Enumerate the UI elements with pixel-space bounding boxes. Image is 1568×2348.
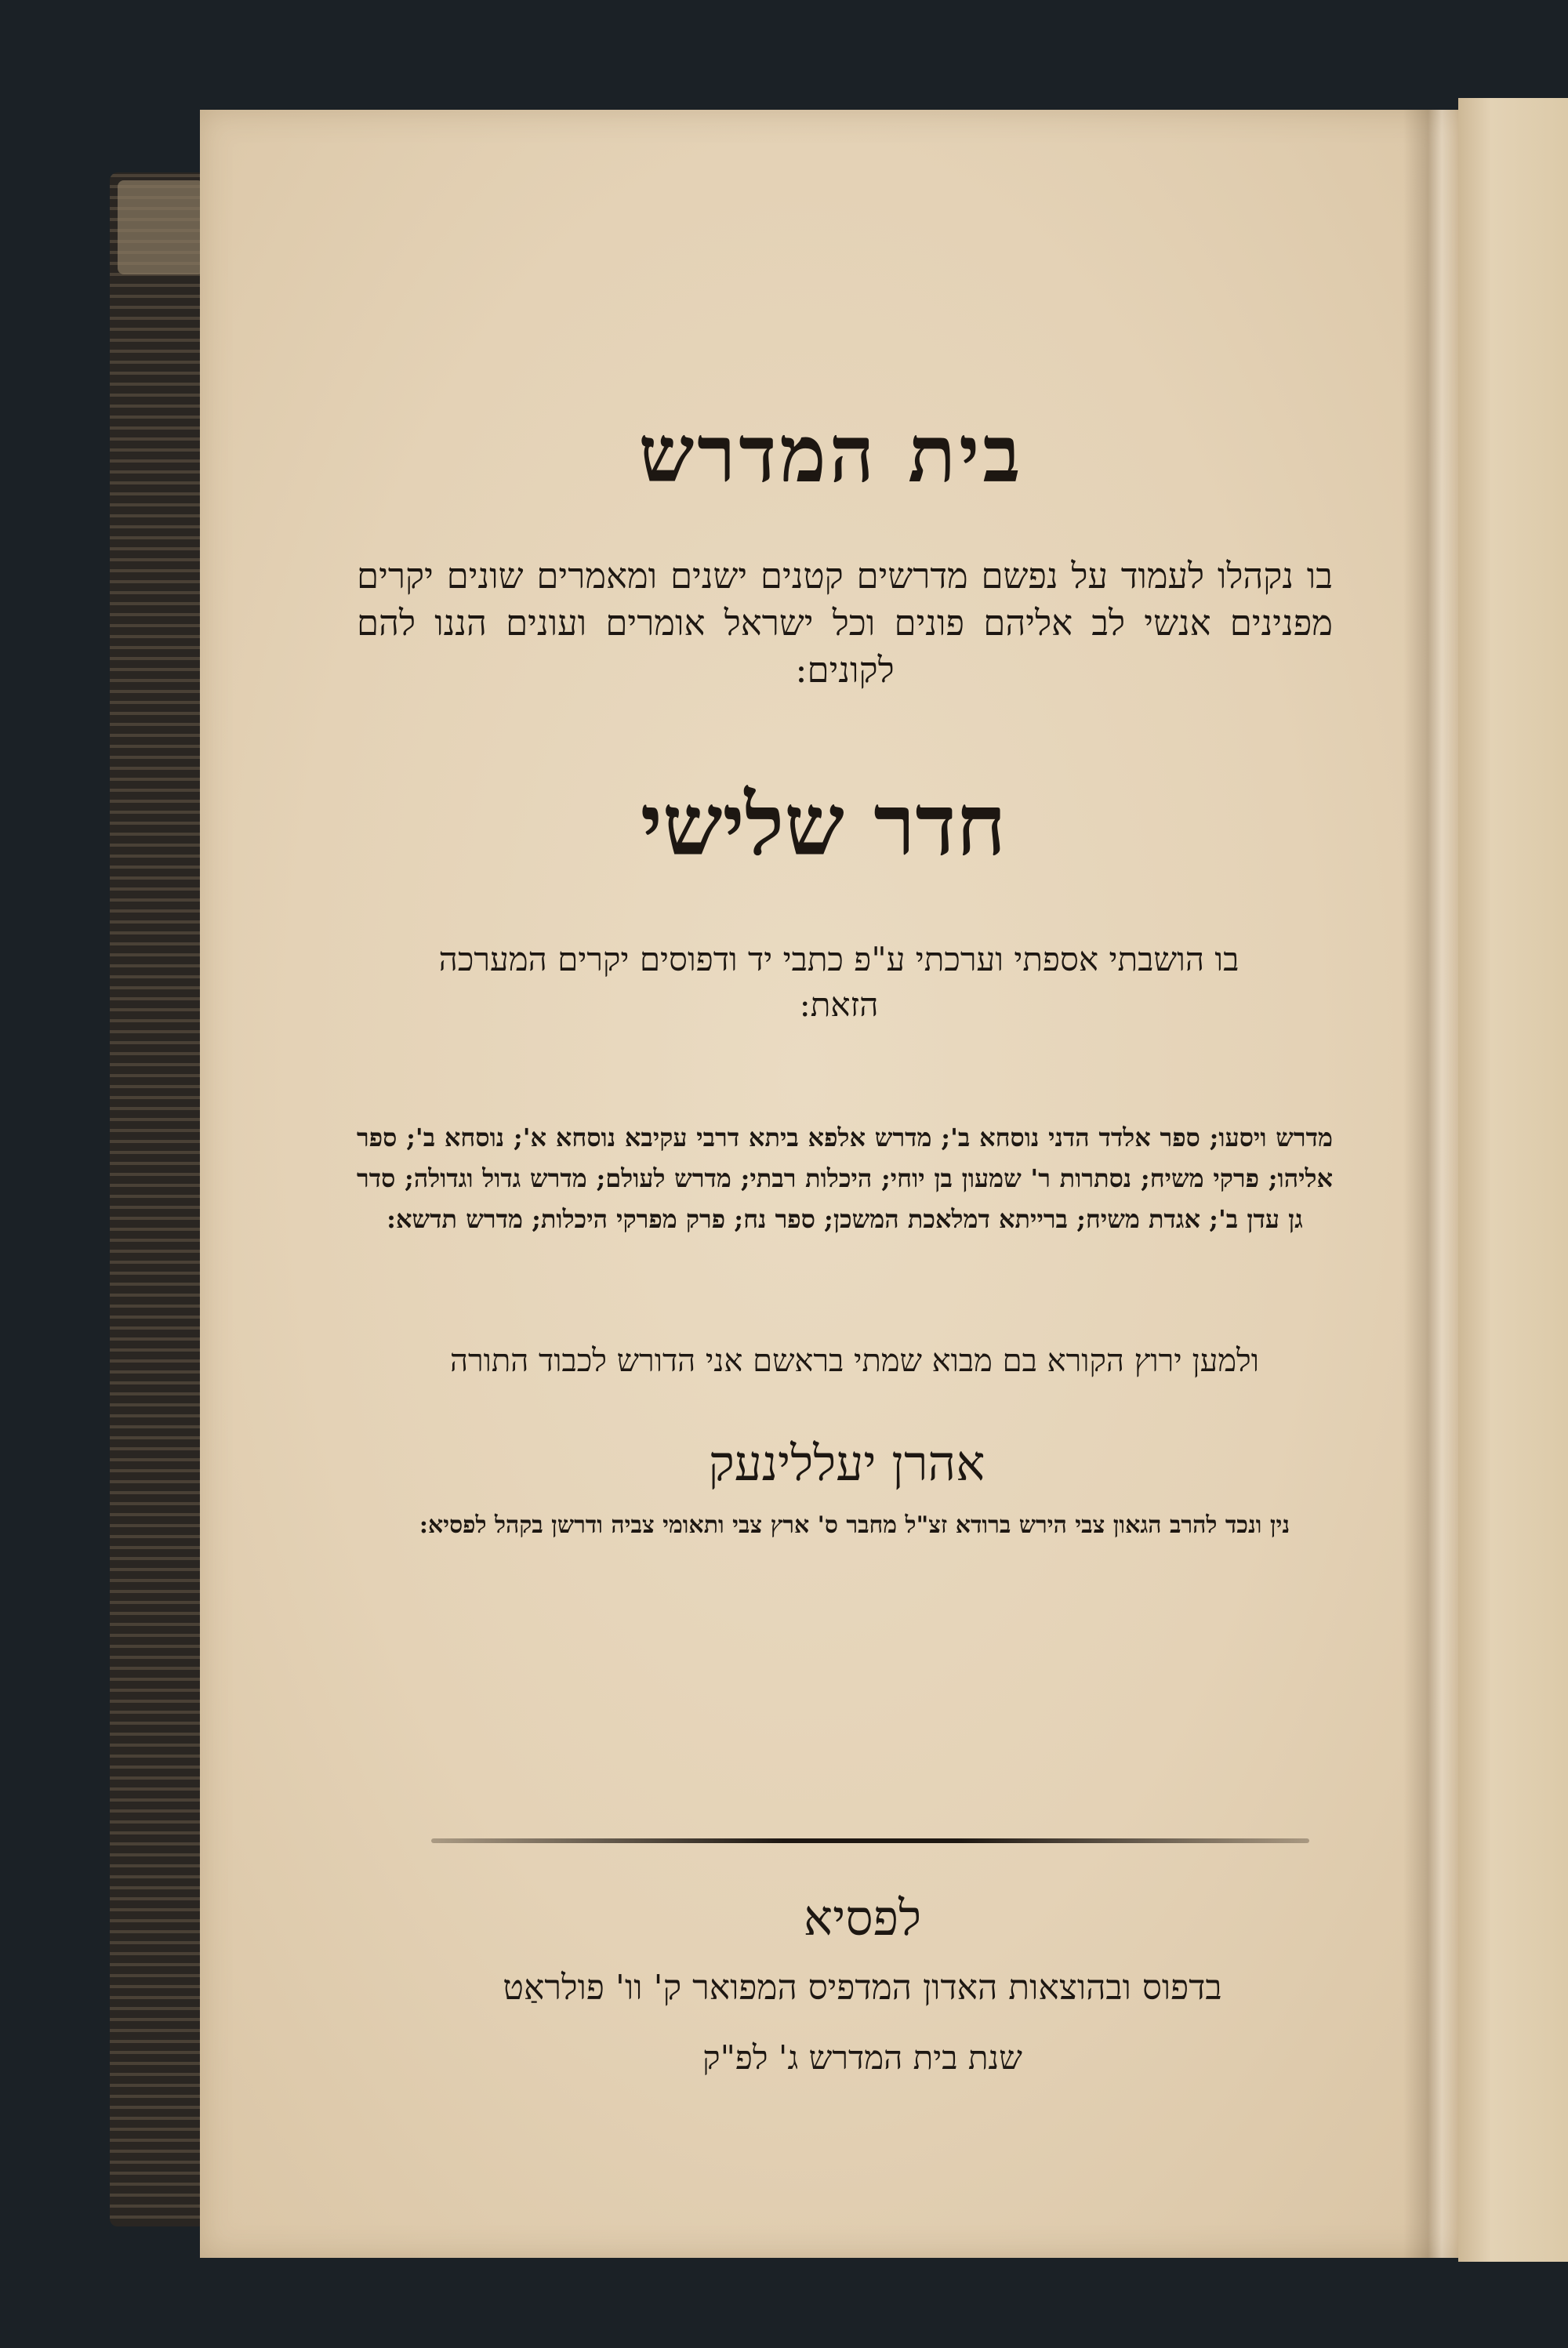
book-title: בית המדרש xyxy=(638,408,1024,500)
intro-paragraph: בו נקהלו לעמוד על נפשם מדרשים קטנים ישנים ומאמרים שונים יקרים מפנינים אנשי לב אליהם פונים וכל ישראל אומרים ועונים הננו להם לקונים: xyxy=(357,555,1333,691)
page-fold xyxy=(1403,110,1458,2258)
spine-wear-patch xyxy=(118,180,204,274)
volume-title: חדר שלישי xyxy=(640,776,1007,875)
printer-line: בדפוס ובהוצאות האדון המדפיס המפואר ק' וו' פולראַט xyxy=(503,1968,1222,2008)
introduction-note: ולמען ירוץ הקורא בם מבוא שמתי בראשם אני הדורש לכבוד התורה xyxy=(450,1343,1259,1379)
collection-note: בו הושבתי אספתי וערכתי ע"פ כתבי יד ודפוסים יקרים המערכה הזאת: xyxy=(438,940,1240,1024)
divider-rule xyxy=(431,1838,1309,1843)
author-name: אהרן יעללינעק xyxy=(708,1435,985,1492)
contents-list: מדרש ויסעו; ספר אלדד הדני נוסחא ב'; מדרש אלפא ביתא דרבי עקיבא נוסחא א'; נוסחא ב'; ספר אליהו; פרקי משיח; נסתרות ר' שמעון בן יוחי; היכלות רבתי; מדרש לעולם; מדרש גדול וגדולה; סדר גן עדן ב'; אגדת משיח; ברייתא דמלאכת המשכן; ספר נח; פרק מפרקי היכלות; מדרש תדשא: xyxy=(357,1123,1334,1234)
book-spine xyxy=(110,172,212,2226)
publication-city: לפסיא xyxy=(803,1889,922,1947)
facing-page xyxy=(1458,98,1568,2262)
publication-year: שנת בית המדרש ג' לפ"ק xyxy=(702,2038,1022,2077)
author-lineage: נין ונכד להרב הגאון צבי הירש ברודא זצ"ל מחבר ס' ארץ צבי ותאומי צביה ודרשן בקהל לפסיא: xyxy=(419,1512,1290,1539)
